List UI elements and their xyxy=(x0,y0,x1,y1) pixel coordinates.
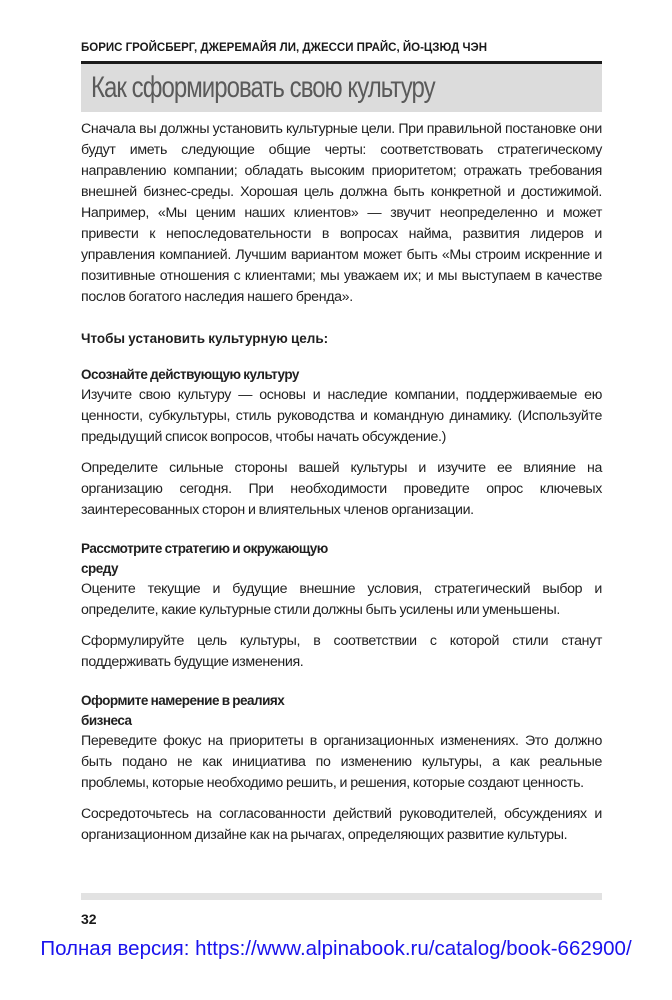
step-block xyxy=(81,365,602,521)
step-paragraph: Оцените текущие и будущие внешние условия, стратегический выбор и определите, какие культурные стили должны быть усилены или уменьшены. xyxy=(81,581,602,618)
step-paragraph: Изучите свою культуру — основы и наследие компании, поддерживаемые ею ценности, субкультуры, стиль руководства и командную динамику. (Используйте предыдущий список вопросов, чтобы начать обсуждение.) xyxy=(81,387,602,445)
steps-subheading: Чтобы установить культурную цель: xyxy=(81,331,329,346)
step-heading: Оформите намерение в реалиях бизнеса xyxy=(81,693,285,728)
step-paragraph: Сформулируйте цель культуры, в соответствии с которой стили станут поддерживать будущие изменения. xyxy=(81,633,602,670)
running-header-authors: БОРИС ГРОЙСБЕРГ, ДЖЕРЕМАЙЯ ЛИ, ДЖЕССИ ПРАЙС, ЙО-ЦЗЮД ЧЭН xyxy=(81,42,488,54)
step-paragraph: Сосредоточьтесь на согласованности действий руководителей, обсуждениях и организационном дизайне как на рычагах, определяющих развитие культуры. xyxy=(81,806,602,843)
step-heading: Осознайте действующую культуру xyxy=(81,367,299,382)
page-body xyxy=(81,119,602,864)
step-block xyxy=(81,691,602,846)
full-version-link[interactable]: Полная версия: https://www.alpinabook.ru/catalog/book-662900/ xyxy=(40,937,632,960)
step-paragraph: Определите сильные стороны вашей культуры и изучите ее влияние на организацию сегодня. При необходимости проведите опрос ключевых заинтересованных сторон и влиятельных членов организации. xyxy=(81,460,602,518)
section-title: Как сформировать свою культуру xyxy=(91,71,435,104)
footer-divider xyxy=(81,893,602,900)
step-paragraph: Переведите фокус на приоритеты в организационных изменениях. Это должно быть подано не как инициатива по изменению культуры, а как реальные проблемы, которые необходимо решить, и решения, которые создают ценность. xyxy=(81,733,602,791)
step-heading: Рассмотрите стратегию и окружающую среду xyxy=(81,541,328,576)
page-number: 32 xyxy=(81,911,97,927)
section-title-bar xyxy=(81,61,602,112)
intro-paragraph: Сначала вы должны установить культурные цели. При правильной постановке они будут иметь следующие общие черты: соответствовать стратегическому направлению компании; обладать высоким приоритетом; отражать требования внешней бизнес-среды. Хорошая цель должна быть конкретной и достижимой. Например, «Мы ценим наших клиентов» — звучит неопределенно и может привести к непоследовательности в вопросах найма, развития лидеров и управления компанией. Лучшим вариантом может быть «Мы строим искренние и позитивные отношения с клиентами; мы уважаем их; и мы выступаем в качестве послов богатого наследия нашего бренда». xyxy=(81,121,602,305)
step-block xyxy=(81,539,602,673)
